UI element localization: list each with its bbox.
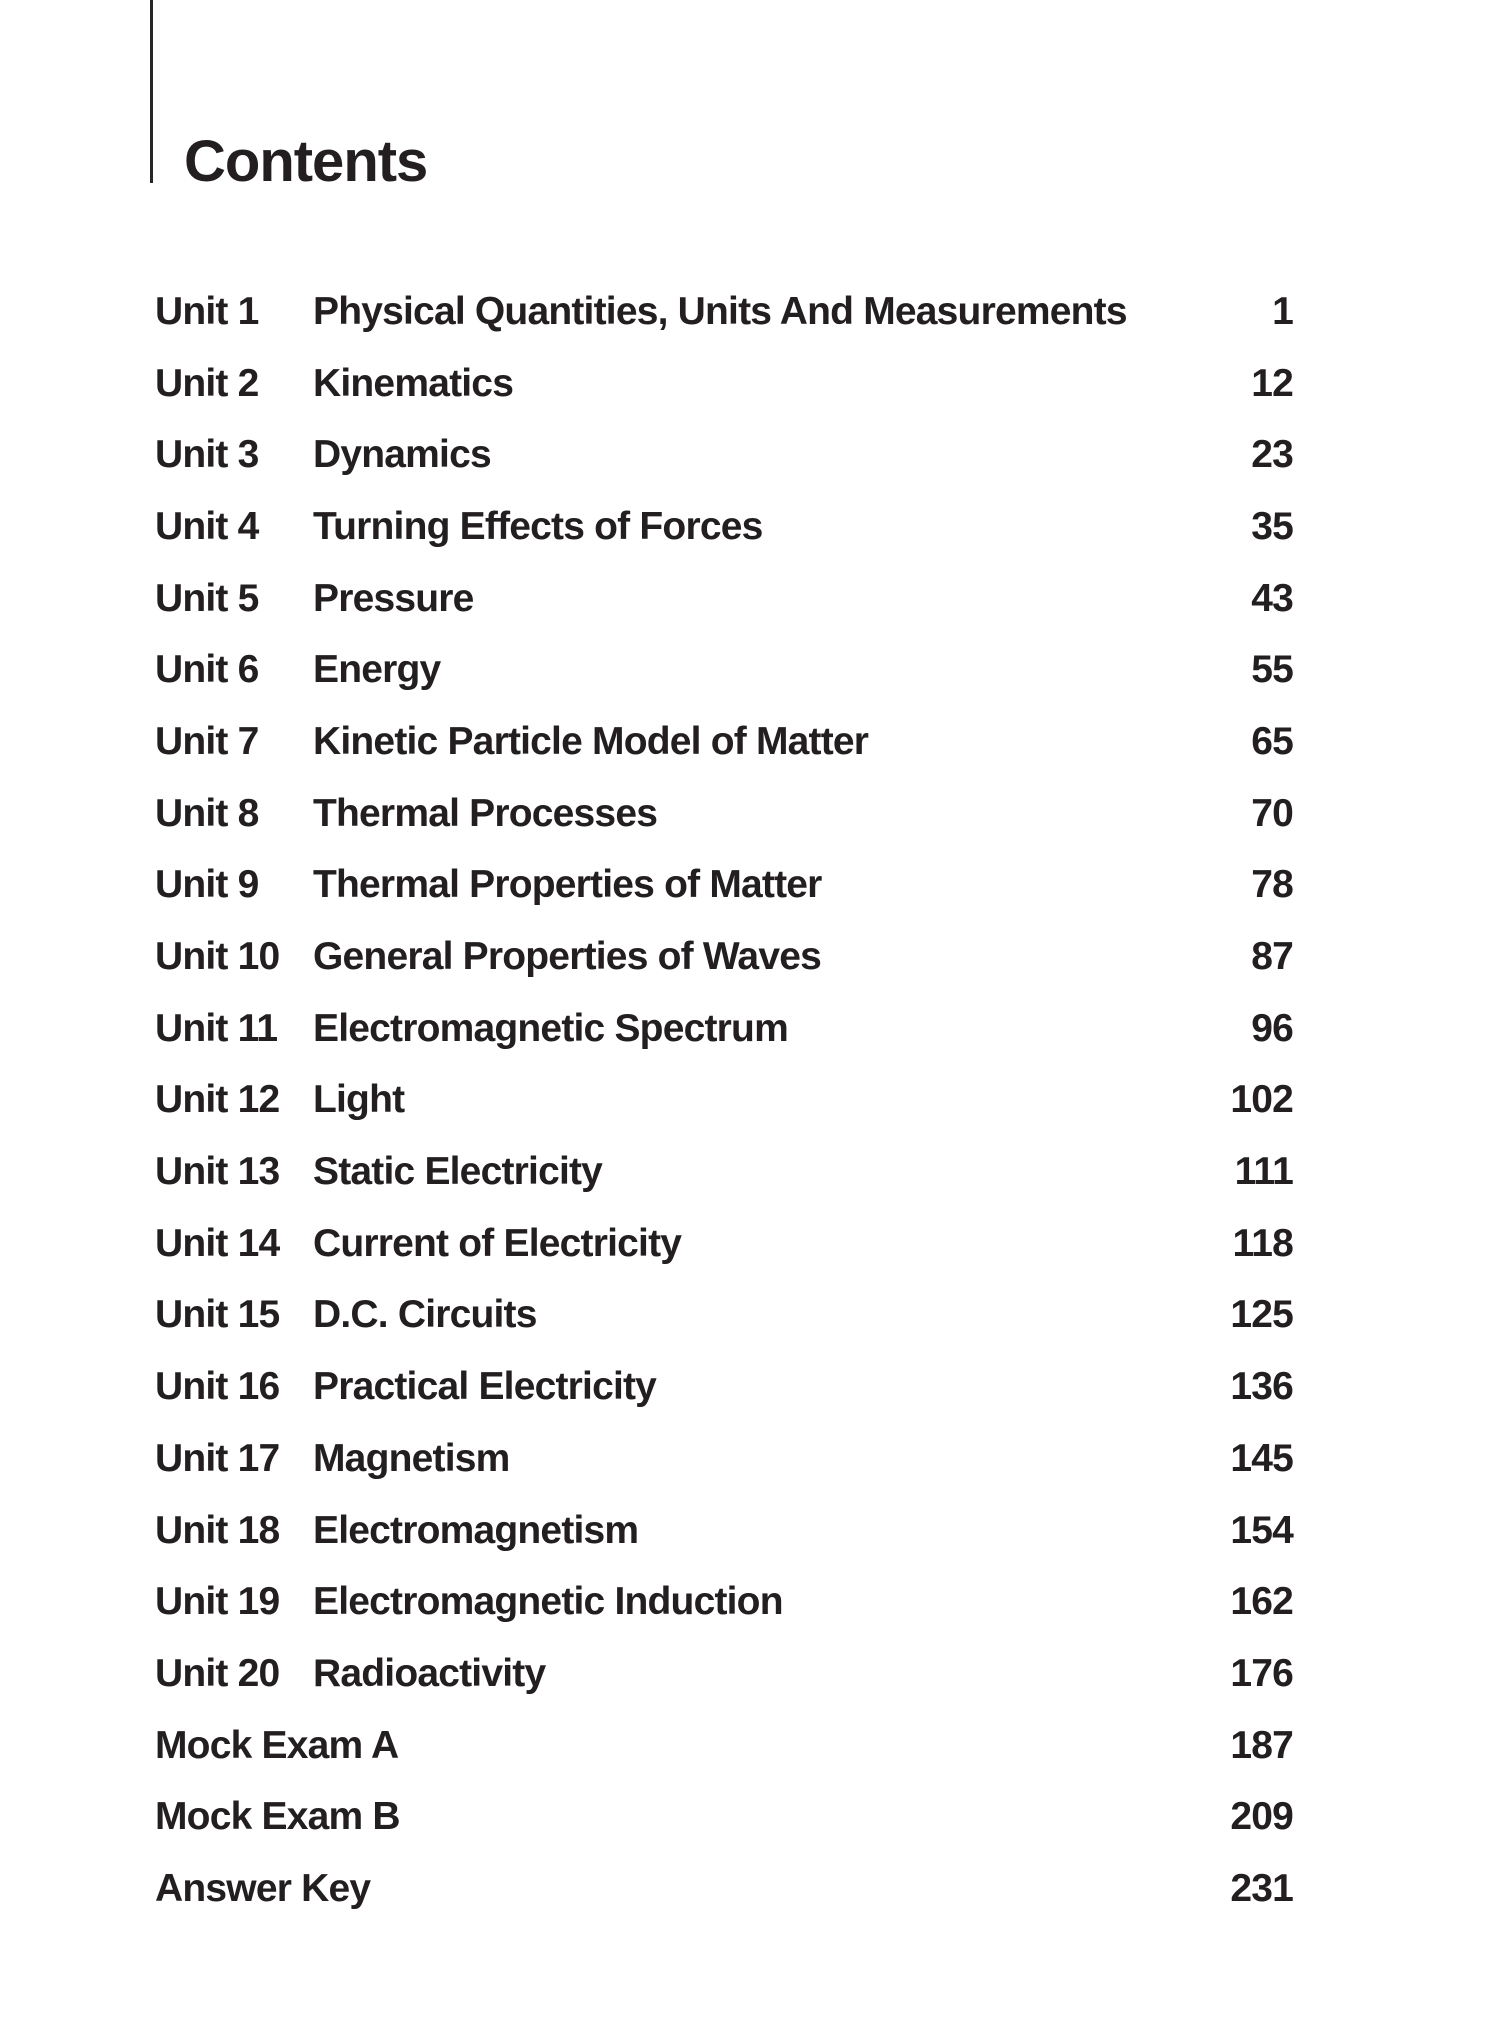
entry-page-number: 125 (1230, 1293, 1293, 1337)
entry-page-number: 176 (1230, 1651, 1293, 1695)
entry-page-number: 187 (1230, 1723, 1293, 1767)
toc-entry (155, 1566, 1293, 1638)
entry-title: Thermal Processes (313, 791, 658, 835)
entry-page-number: 231 (1230, 1866, 1293, 1910)
entry-page-number: 87 (1251, 935, 1293, 979)
toc-entry (155, 921, 1293, 993)
entry-page-number: 111 (1234, 1150, 1293, 1194)
toc-entry (155, 1495, 1293, 1567)
entry-title: Electromagnetic Induction (313, 1580, 783, 1624)
entry-title: Kinematics (313, 361, 514, 405)
unit-label: Unit 7 (155, 719, 259, 763)
table-of-contents (155, 276, 1293, 1925)
toc-entry (155, 1423, 1293, 1495)
toc-entry (155, 634, 1293, 706)
heading-rule (150, 0, 153, 183)
entry-title: Magnetism (313, 1436, 510, 1480)
entry-page-number: 209 (1230, 1795, 1293, 1839)
toc-entry (155, 1065, 1293, 1137)
entry-title: Practical Electricity (313, 1365, 657, 1409)
entry-title: Pressure (313, 576, 474, 620)
entry-page-number: 70 (1251, 791, 1293, 835)
entry-page-number: 12 (1251, 361, 1293, 405)
unit-label: Unit 3 (155, 433, 259, 477)
toc-entry (155, 1710, 1293, 1782)
unit-label: Unit 16 (155, 1365, 280, 1409)
toc-entry (155, 1781, 1293, 1853)
toc-entry (155, 850, 1293, 922)
entry-title: Energy (313, 648, 441, 692)
entry-page-number: 96 (1251, 1006, 1293, 1050)
entry-page-number: 1 (1272, 289, 1293, 333)
entry-page-number: 118 (1232, 1221, 1293, 1265)
unit-label: Unit 19 (155, 1580, 280, 1624)
entry-page-number: 43 (1251, 576, 1293, 620)
toc-entry (155, 348, 1293, 420)
entry-page-number: 55 (1251, 648, 1293, 692)
entry-title: Radioactivity (313, 1651, 546, 1695)
toc-entry (155, 1351, 1293, 1423)
entry-title: D.C. Circuits (313, 1293, 537, 1337)
unit-label: Unit 4 (155, 504, 259, 548)
entry-title: Thermal Properties of Matter (313, 863, 822, 907)
unit-label: Unit 14 (155, 1221, 280, 1265)
unit-label: Unit 1 (155, 289, 259, 333)
entry-page-number: 78 (1251, 863, 1293, 907)
toc-entry (155, 1638, 1293, 1710)
unit-label: Unit 18 (155, 1508, 280, 1552)
entry-title: Dynamics (313, 433, 491, 477)
toc-entry (155, 563, 1293, 635)
unit-label: Unit 9 (155, 863, 259, 907)
unit-label: Unit 8 (155, 791, 259, 835)
toc-entry (155, 276, 1293, 348)
page-title: Contents (184, 129, 428, 194)
entry-title: Kinetic Particle Model of Matter (313, 719, 869, 763)
entry-title: Current of Electricity (313, 1221, 682, 1265)
unit-label: Unit 2 (155, 361, 259, 405)
toc-entry (155, 491, 1293, 563)
unit-label: Unit 13 (155, 1150, 280, 1194)
toc-entry (155, 419, 1293, 491)
entry-page-number: 162 (1230, 1580, 1293, 1624)
unit-label: Unit 6 (155, 648, 259, 692)
entry-title: Electromagnetic Spectrum (313, 1006, 788, 1050)
entry-page-number: 145 (1230, 1436, 1293, 1480)
unit-label: Unit 5 (155, 576, 259, 620)
entry-title: Turning Effects of Forces (313, 504, 763, 548)
entry-page-number: 23 (1251, 433, 1293, 477)
toc-entry (155, 1280, 1293, 1352)
toc-entry (155, 1136, 1293, 1208)
entry-page-number: 35 (1251, 504, 1293, 548)
entry-title: Mock Exam A (155, 1723, 399, 1767)
entry-title: Electromagnetism (313, 1508, 639, 1552)
unit-label: Unit 17 (155, 1436, 280, 1480)
toc-entry (155, 1208, 1293, 1280)
entry-page-number: 65 (1251, 719, 1293, 763)
entry-title: Physical Quantities, Units And Measurements (313, 289, 1127, 333)
entry-page-number: 136 (1230, 1365, 1293, 1409)
unit-label: Unit 11 (155, 1006, 278, 1050)
unit-label: Unit 10 (155, 935, 280, 979)
entry-page-number: 102 (1230, 1078, 1293, 1122)
unit-label: Unit 20 (155, 1651, 280, 1695)
unit-label: Unit 15 (155, 1293, 280, 1337)
toc-entry (155, 778, 1293, 850)
unit-label: Unit 12 (155, 1078, 280, 1122)
entry-title: Light (313, 1078, 405, 1122)
entry-page-number: 154 (1230, 1508, 1293, 1552)
toc-entry (155, 993, 1293, 1065)
entry-title: Static Electricity (313, 1150, 603, 1194)
toc-entry (155, 1853, 1293, 1925)
toc-entry (155, 706, 1293, 778)
entry-title: Answer Key (155, 1866, 371, 1910)
entry-title: Mock Exam B (155, 1795, 400, 1839)
entry-title: General Properties of Waves (313, 935, 821, 979)
